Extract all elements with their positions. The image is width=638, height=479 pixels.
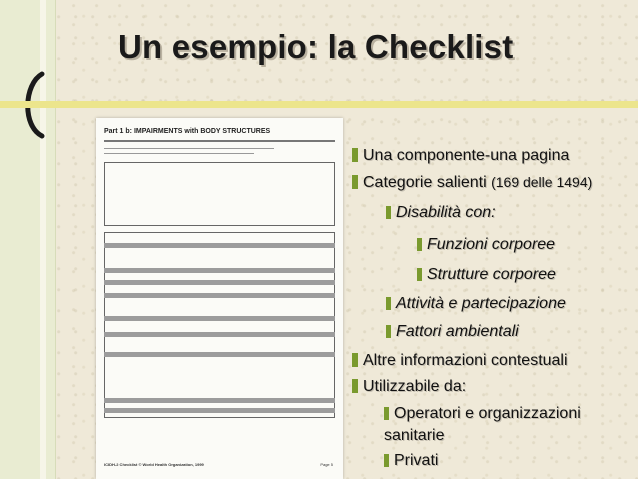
bullet-item: Fattori ambientali [386, 323, 519, 341]
bullet-marker-icon [417, 268, 422, 281]
bullet-item: Operatori e organizzazioni [384, 405, 581, 423]
bullet-marker-icon [384, 407, 389, 420]
bullet-item: Privati [384, 452, 438, 470]
table-section-bar [104, 268, 335, 273]
bullet-marker-icon [384, 454, 389, 467]
bullet-item: Strutture corporee [417, 266, 556, 284]
table-section-bar [104, 408, 335, 413]
bullet-marker-icon [386, 325, 391, 338]
table-section-bar [104, 316, 335, 321]
bullet-item: Attività e partecipazione [386, 295, 566, 313]
bullet-item: Utilizzabile da: [352, 378, 466, 396]
slide-title: Un esempio: la Checklist [118, 28, 514, 65]
bullet-item: Altre informazioni contestuali [352, 352, 568, 370]
bullet-item: Categorie salienti (169 delle 1494) [352, 174, 592, 192]
bullet-item: Disabilità con: [386, 204, 496, 222]
bullet-marker-icon [352, 353, 358, 367]
title-accent-bar [0, 101, 638, 108]
qualifier-table [104, 162, 335, 226]
body-structures-table [104, 232, 335, 418]
document-heading: Part 1 b: IMPAIRMENTS with BODY STRUCTURES [104, 128, 271, 135]
table-section-bar [104, 293, 335, 298]
table-section-bar [104, 243, 335, 248]
bullet-item: Una componente-una pagina [352, 147, 569, 165]
bullet-marker-icon [386, 206, 391, 219]
table-section-bar [104, 280, 335, 285]
table-section-bar [104, 332, 335, 337]
bullet-continuation: sanitarie [384, 427, 445, 444]
bullet-marker-icon [352, 379, 358, 393]
checklist-document-image [96, 118, 343, 479]
bullet-marker-icon [417, 238, 422, 251]
table-section-bar [104, 398, 335, 403]
document-text-line [104, 148, 274, 149]
bullet-marker-icon [386, 297, 391, 310]
bullet-marker-icon [352, 175, 358, 189]
document-footer: ICIDH-2 Checklist © World Health Organization, 1999 [104, 462, 204, 467]
bullet-item: Funzioni corporee [417, 236, 555, 254]
document-rule [104, 140, 335, 142]
bullet-marker-icon [352, 148, 358, 162]
document-page-number: Page 5 [320, 462, 333, 467]
table-section-bar [104, 352, 335, 357]
document-text-line [104, 153, 254, 154]
